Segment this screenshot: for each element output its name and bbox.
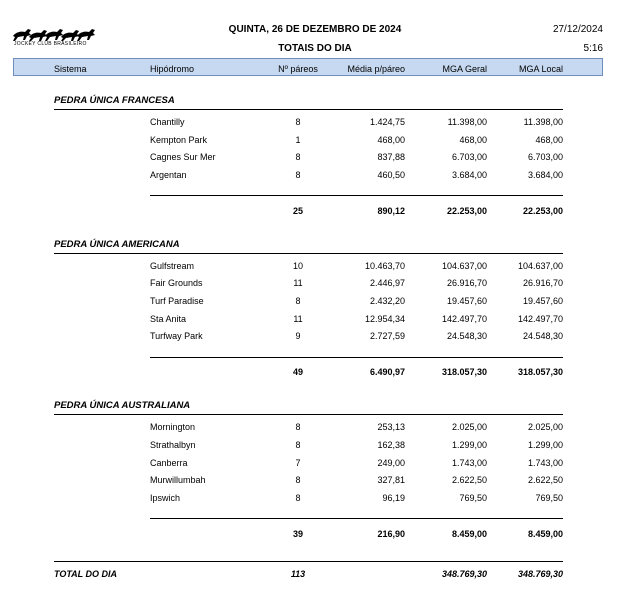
cell-hipodromo: Strathalbyn bbox=[150, 440, 196, 450]
report-time: 5:16 bbox=[583, 43, 603, 54]
cell-pareos: 9 bbox=[295, 331, 301, 341]
cell-mga-local: 2.622,50 bbox=[527, 475, 563, 485]
section-divider bbox=[54, 253, 563, 254]
cell-media: 249,00 bbox=[377, 458, 405, 468]
cell-mga-geral: 6.703,00 bbox=[451, 152, 487, 162]
cell-mga-local: 1.743,00 bbox=[527, 458, 563, 468]
cell-mga-local: 769,50 bbox=[535, 493, 563, 503]
cell-hipodromo: Sta Anita bbox=[150, 314, 187, 324]
col-hipodromo: Hipódromo bbox=[150, 64, 195, 74]
cell-mga-local: 3.684,00 bbox=[527, 170, 563, 180]
cell-hipodromo: Turfway Park bbox=[150, 331, 203, 341]
cell-pareos: 8 bbox=[295, 475, 301, 485]
cell-pareos: 7 bbox=[295, 458, 301, 468]
logo-text: JOCKEY CLUB BRASILEIRO bbox=[14, 41, 87, 47]
cell-pareos: 8 bbox=[295, 296, 301, 306]
cell-media: 96,19 bbox=[382, 493, 405, 503]
subtotal-media: 216,90 bbox=[377, 529, 405, 539]
subtotal-mga-local: 318.057,30 bbox=[517, 367, 563, 377]
section-title: PEDRA ÚNICA AUSTRALIANA bbox=[54, 400, 191, 411]
cell-media: 162,38 bbox=[377, 440, 405, 450]
cell-hipodromo: Cagnes Sur Mer bbox=[150, 152, 216, 162]
cell-mga-local: 6.703,00 bbox=[527, 152, 563, 162]
cell-hipodromo: Canberra bbox=[150, 458, 188, 468]
cell-mga-local: 24.548,30 bbox=[522, 331, 563, 341]
report-date: 27/12/2024 bbox=[552, 24, 603, 35]
col-mga-geral: MGA Geral bbox=[442, 64, 487, 74]
cell-mga-geral: 1.299,00 bbox=[451, 440, 487, 450]
cell-pareos: 11 bbox=[293, 314, 303, 324]
col-mga-local: MGA Local bbox=[518, 64, 563, 74]
report-title: QUINTA, 26 DE DEZEMBRO DE 2024 bbox=[228, 24, 402, 35]
subtotal-mga-local: 22.253,00 bbox=[522, 206, 563, 216]
cell-pareos: 8 bbox=[295, 493, 301, 503]
cell-media: 2.446,97 bbox=[369, 278, 405, 288]
section-divider bbox=[54, 414, 563, 415]
grand-total-pareos: 113 bbox=[290, 569, 306, 579]
cell-hipodromo: Murwillumbah bbox=[150, 475, 206, 485]
cell-hipodromo: Gulfstream bbox=[150, 261, 195, 271]
cell-media: 10.463,70 bbox=[364, 261, 405, 271]
cell-mga-local: 468,00 bbox=[535, 135, 563, 145]
cell-media: 2.432,20 bbox=[369, 296, 405, 306]
subtotal-pareos: 25 bbox=[292, 206, 303, 216]
cell-mga-local: 11.398,00 bbox=[523, 117, 563, 127]
cell-hipodromo: Fair Grounds bbox=[150, 278, 203, 288]
cell-mga-geral: 3.684,00 bbox=[451, 170, 487, 180]
subtotal-pareos: 39 bbox=[292, 529, 303, 539]
subtotal-pareos: 49 bbox=[292, 367, 303, 377]
section-divider bbox=[54, 109, 563, 110]
cell-mga-geral: 11.398,00 bbox=[447, 117, 487, 127]
section-title: PEDRA ÚNICA FRANCESA bbox=[54, 95, 175, 106]
subtotal-divider bbox=[150, 357, 563, 358]
cell-pareos: 8 bbox=[295, 170, 301, 180]
cell-mga-geral: 468,00 bbox=[459, 135, 487, 145]
cell-mga-geral: 1.743,00 bbox=[451, 458, 487, 468]
cell-mga-geral: 142.497,70 bbox=[441, 314, 487, 324]
grand-total-mga-geral: 348.769,30 bbox=[441, 569, 487, 579]
cell-media: 468,00 bbox=[377, 135, 405, 145]
cell-hipodromo: Argentan bbox=[150, 170, 187, 180]
cell-hipodromo: Turf Paradise bbox=[150, 296, 204, 306]
section-title: PEDRA ÚNICA AMERICANA bbox=[54, 239, 180, 250]
col-media: Média p/páreo bbox=[347, 64, 405, 74]
subtotal-mga-geral: 8.459,00 bbox=[451, 529, 487, 539]
cell-media: 12.954,34 bbox=[364, 314, 405, 324]
report-subtitle: TOTAIS DO DIA bbox=[278, 43, 352, 54]
cell-mga-geral: 19.457,60 bbox=[446, 296, 487, 306]
cell-media: 253,13 bbox=[377, 422, 405, 432]
cell-pareos: 8 bbox=[295, 117, 301, 127]
cell-pareos: 8 bbox=[295, 422, 301, 432]
cell-mga-local: 26.916,70 bbox=[522, 278, 563, 288]
cell-pareos: 1 bbox=[295, 135, 301, 145]
subtotal-mga-local: 8.459,00 bbox=[527, 529, 563, 539]
cell-mga-geral: 24.548,30 bbox=[446, 331, 487, 341]
cell-mga-geral: 2.622,50 bbox=[451, 475, 487, 485]
cell-mga-local: 2.025,00 bbox=[527, 422, 563, 432]
cell-hipodromo: Chantilly bbox=[150, 117, 185, 127]
cell-hipodromo: Kempton Park bbox=[150, 135, 208, 145]
cell-mga-geral: 769,50 bbox=[459, 493, 487, 503]
cell-mga-local: 142.497,70 bbox=[517, 314, 563, 324]
cell-pareos: 8 bbox=[295, 440, 301, 450]
cell-mga-geral: 2.025,00 bbox=[451, 422, 487, 432]
cell-hipodromo: Mornington bbox=[150, 422, 196, 432]
subtotal-mga-geral: 318.057,30 bbox=[441, 367, 487, 377]
cell-pareos: 10 bbox=[292, 261, 303, 271]
subtotal-divider bbox=[150, 518, 563, 519]
cell-pareos: 11 bbox=[293, 278, 303, 288]
cell-pareos: 8 bbox=[295, 152, 301, 162]
cell-hipodromo: Ipswich bbox=[150, 493, 181, 503]
cell-media: 1.424,75 bbox=[369, 117, 405, 127]
col-pareos: Nº páreos bbox=[278, 64, 318, 74]
grand-total-label: TOTAL DO DIA bbox=[54, 569, 117, 579]
cell-media: 327,81 bbox=[377, 475, 405, 485]
grand-total-divider bbox=[54, 561, 563, 562]
cell-media: 837,88 bbox=[377, 152, 405, 162]
subtotal-media: 890,12 bbox=[377, 206, 405, 216]
cell-mga-local: 19.457,60 bbox=[522, 296, 563, 306]
subtotal-divider bbox=[150, 195, 563, 196]
cell-mga-local: 1.299,00 bbox=[527, 440, 563, 450]
col-sistema: Sistema bbox=[54, 64, 87, 74]
subtotal-media: 6.490,97 bbox=[369, 367, 405, 377]
cell-mga-geral: 26.916,70 bbox=[446, 278, 487, 288]
cell-mga-local: 104.637,00 bbox=[517, 261, 563, 271]
cell-media: 2.727,59 bbox=[369, 331, 405, 341]
cell-mga-geral: 104.637,00 bbox=[441, 261, 487, 271]
subtotal-mga-geral: 22.253,00 bbox=[446, 206, 487, 216]
cell-media: 460,50 bbox=[377, 170, 405, 180]
grand-total-mga-local: 348.769,30 bbox=[517, 569, 563, 579]
